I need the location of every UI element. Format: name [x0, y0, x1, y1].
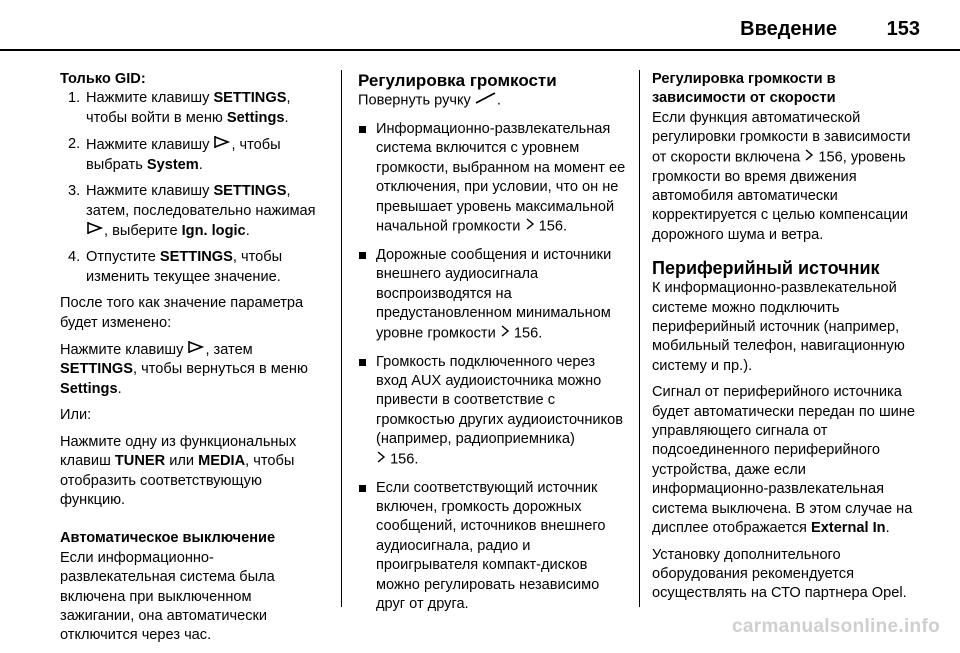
bullet-square-icon [359, 359, 366, 366]
bullet-square-icon [359, 126, 366, 133]
paragraph [60, 433, 328, 511]
step-text: , чтобы войти в меню [86, 90, 291, 126]
step-number: 1. [68, 90, 81, 107]
key-label: SETTINGS [60, 361, 133, 378]
column-right [652, 70, 924, 611]
step-text: . [245, 222, 250, 239]
menu-label: System [146, 156, 199, 173]
text: , уровень громкости во время движения автомобиля автоматически корректируется с целью компенсации дорожного шума и ветра. [652, 149, 909, 243]
menu-label: Settings [226, 109, 285, 126]
list-item [60, 89, 328, 128]
text: Громкость подключенного через вход AUX аудиоисточника можно привести в соответствие с громкостью других аудиоисточников (например, радиоприемника) [376, 353, 623, 448]
list-item [358, 120, 628, 237]
paragraph [652, 109, 924, 245]
paragraph: После того как значение параметра будет изменено: [60, 295, 304, 331]
section-heading-volume: Регулировка громкости [358, 71, 557, 90]
bullet-list [358, 120, 628, 614]
watermark: carmanualsonline.info [732, 616, 940, 637]
list-item [358, 479, 628, 615]
page-ref: 156 [818, 149, 843, 166]
text: или [165, 453, 199, 470]
text: , чтобы отобразить соответствующую функцию. [60, 453, 295, 508]
column-middle [358, 70, 628, 623]
page-reference-icon [804, 148, 814, 167]
paragraph [60, 340, 328, 399]
text: Нажмите одну из функциональных клавиш [60, 433, 297, 470]
text: Сигнал от периферийного источника будет автоматически передан по шине управляющего сигнала от подсоединенного периферийного устройства, даже если информационно-развлекательная система выключена. В этом случае на дисплее отображается [652, 384, 915, 537]
right-arrow-key-icon [213, 135, 231, 155]
paragraph: Или: [60, 407, 92, 424]
step-text: , затем, последовательно нажимая [86, 183, 316, 219]
section-heading-auto-off: Автоматическое выключение [60, 530, 276, 547]
bullet-square-icon [359, 485, 366, 492]
step-number: 2. [68, 136, 81, 153]
page-ref: 156. [538, 218, 567, 235]
paragraph: Установку дополнительного оборудования рекомендуется осуществлять на СТО партнера Opel. [652, 546, 907, 602]
volume-knob-icon [475, 91, 497, 110]
key-label: SETTINGS [213, 183, 287, 200]
text: . [885, 520, 890, 537]
column-left [60, 70, 328, 653]
page-ref: 156. [390, 451, 419, 468]
step-number: 3. [68, 183, 81, 200]
step-text: , чтобы изменить текущее значение. [86, 249, 283, 285]
key-label: SETTINGS [213, 90, 287, 107]
page-reference-icon [500, 324, 510, 343]
text: Если соответствующий источник включен, громкость дорожных сообщений, источников внешнего аудиосигнала, радио и проигрывателя компакт-дисков можно регулировать независимо друг от друга. [376, 479, 606, 612]
header-rule [0, 49, 960, 51]
page-header [40, 18, 920, 46]
step-text: Нажмите клавишу [86, 137, 214, 154]
key-label: TUNER [114, 453, 166, 470]
section-heading-gid: Только GID: [60, 71, 146, 87]
text: Повернуть ручку [358, 92, 475, 109]
right-arrow-key-icon [187, 340, 205, 360]
right-arrow-key-icon [86, 221, 104, 241]
paragraph: Если информационно-развлекательная система была включена при выключенном зажигании, она автоматически отключится через час. [60, 549, 275, 644]
menu-label: Ign. logic [181, 222, 246, 239]
paragraph [652, 383, 924, 538]
column-divider [341, 70, 342, 607]
step-text: , выберите [104, 222, 182, 239]
section-heading-external: Периферийный источник [652, 258, 880, 279]
step-number: 4. [68, 249, 81, 266]
steps-list [60, 89, 328, 287]
key-label: SETTINGS [159, 249, 233, 266]
menu-label: Settings [60, 380, 118, 397]
column-divider [639, 70, 640, 607]
key-label: MEDIA [198, 453, 246, 470]
step-text: , чтобы выбрать [86, 137, 281, 173]
step-text: . [198, 156, 203, 173]
page-number: 153 [886, 18, 920, 40]
step-text: Нажмите клавишу [86, 90, 214, 107]
list-item [60, 248, 328, 287]
page-ref: 156. [513, 325, 543, 342]
text: Информационно-развлекательная система включится с уровнем громкости, выбранном на момент ее отключения, при условии, что он не превышает уровень максимальной начальной громкости [376, 120, 626, 235]
text: , чтобы вернуться в меню [132, 361, 308, 378]
paragraph: К информационно-развлекательной системе можно подключить периферийный источник (например, мобильный телефон, навигационную систему и пр.). [652, 280, 905, 374]
list-item [60, 182, 328, 241]
page-title: Введение [740, 18, 838, 40]
step-text: Отпустите [86, 249, 160, 266]
text: . [117, 380, 122, 397]
text: Если функция автоматической регулировки громкости в зависимости от скорости включена [652, 109, 911, 166]
bullet-square-icon [359, 252, 366, 259]
page-reference-icon [525, 217, 535, 236]
paragraph [358, 91, 628, 111]
page-reference-icon [376, 450, 386, 469]
list-item [358, 353, 628, 470]
display-label: External In [810, 520, 886, 537]
text: , затем [205, 342, 253, 359]
text: Дорожные сообщения и источники внешнего аудиосигнала воспроизводятся на предустановленном минимальном уровне громкости [376, 246, 612, 342]
step-text: Нажмите клавишу [86, 183, 214, 200]
text: Нажмите клавишу [60, 342, 188, 359]
text: . [496, 92, 501, 109]
list-item [60, 135, 328, 175]
list-item [358, 246, 628, 344]
step-text: . [284, 109, 289, 126]
section-heading-speed-volume: Регулировка громкости в зависимости от скорости [652, 71, 836, 107]
